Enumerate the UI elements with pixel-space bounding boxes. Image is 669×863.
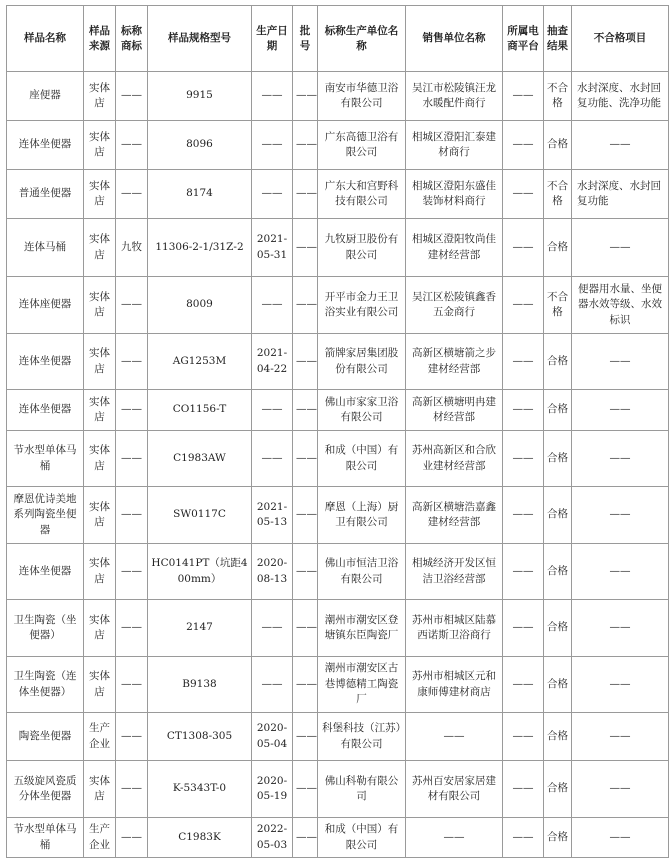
- cell-batch: ——: [293, 761, 318, 818]
- cell-seller: 高新区横塘浩嘉鑫建材经营部: [406, 487, 503, 544]
- table-row: [7, 334, 669, 390]
- cell-manufacturer: 和成（中国）有限公司: [318, 818, 406, 858]
- cell-seller: 苏州市相城区陆慕西诺斯卫浴商行: [406, 600, 503, 657]
- cell-production-date: 2020-05-04: [252, 713, 293, 761]
- cell-batch: ——: [293, 390, 318, 431]
- cell-sample-name: 连体坐便器: [7, 390, 84, 431]
- header-result: 抽查结果: [544, 6, 572, 72]
- cell-batch: ——: [293, 431, 318, 487]
- cell-failed-items: ——: [572, 121, 669, 170]
- cell-production-date: 2020-05-19: [252, 761, 293, 818]
- cell-production-date: ——: [252, 121, 293, 170]
- cell-brand: ——: [116, 170, 148, 219]
- cell-failed-items: ——: [572, 334, 669, 390]
- cell-seller: 高新区横塘箭之步建材经营部: [406, 334, 503, 390]
- cell-failed-items: ——: [572, 713, 669, 761]
- cell-result: 合格: [544, 487, 572, 544]
- cell-manufacturer: 科堡科技（江苏）有限公司: [318, 713, 406, 761]
- table-row: [7, 277, 669, 334]
- cell-platform: ——: [503, 761, 544, 818]
- header-failed-items: 不合格项目: [572, 6, 669, 72]
- cell-platform: ——: [503, 818, 544, 858]
- cell-production-date: 2021-05-31: [252, 219, 293, 277]
- cell-brand: ——: [116, 334, 148, 390]
- cell-result: 不合格: [544, 277, 572, 334]
- cell-result: 合格: [544, 713, 572, 761]
- cell-manufacturer: 和成（中国）有限公司: [318, 431, 406, 487]
- header-sample-name: 样品名称: [7, 6, 84, 72]
- cell-seller: ——: [406, 818, 503, 858]
- cell-result: 合格: [544, 219, 572, 277]
- cell-platform: ——: [503, 657, 544, 713]
- table-row: [7, 544, 669, 600]
- cell-manufacturer: 广东大和宫野科技有限公司: [318, 170, 406, 219]
- cell-sample-source: 实体店: [84, 277, 116, 334]
- cell-result: 合格: [544, 544, 572, 600]
- cell-result: 合格: [544, 121, 572, 170]
- cell-sample-name: 连体坐便器: [7, 334, 84, 390]
- cell-platform: ——: [503, 713, 544, 761]
- cell-brand: ——: [116, 390, 148, 431]
- cell-production-date: ——: [252, 277, 293, 334]
- header-model: 样品规格型号: [148, 6, 252, 72]
- cell-sample-source: 实体店: [84, 121, 116, 170]
- cell-manufacturer: 佛山市家家卫浴有限公司: [318, 390, 406, 431]
- cell-sample-source: 实体店: [84, 334, 116, 390]
- cell-result: 合格: [544, 818, 572, 858]
- cell-sample-source: 实体店: [84, 600, 116, 657]
- header-batch: 批号: [293, 6, 318, 72]
- cell-model: HC0141PT（坑距400mm）: [148, 544, 252, 600]
- cell-failed-items: ——: [572, 657, 669, 713]
- cell-brand: ——: [116, 544, 148, 600]
- cell-sample-name: 连体座便器: [7, 277, 84, 334]
- header-platform: 所属电商平台: [503, 6, 544, 72]
- cell-sample-source: 实体店: [84, 761, 116, 818]
- cell-manufacturer: 佛山市恒洁卫浴有限公司: [318, 544, 406, 600]
- cell-manufacturer: 佛山科勒有限公司: [318, 761, 406, 818]
- cell-sample-name: 节水型单体马桶: [7, 431, 84, 487]
- cell-seller: 相城经济开发区恒洁卫浴经营部: [406, 544, 503, 600]
- cell-failed-items: ——: [572, 219, 669, 277]
- table-row: [7, 713, 669, 761]
- table-row: [7, 657, 669, 713]
- cell-sample-source: 实体店: [84, 390, 116, 431]
- cell-brand: ——: [116, 121, 148, 170]
- cell-brand: ——: [116, 657, 148, 713]
- cell-manufacturer: 潮州市潮安区登塘镇东臣陶瓷厂: [318, 600, 406, 657]
- cell-seller: 高新区横塘明冉建材经营部: [406, 390, 503, 431]
- cell-seller: 苏州市相城区元和康师傅建材商店: [406, 657, 503, 713]
- cell-failed-items: ——: [572, 431, 669, 487]
- cell-sample-source: 实体店: [84, 72, 116, 121]
- cell-model: 8096: [148, 121, 252, 170]
- cell-model: C1983AW: [148, 431, 252, 487]
- cell-manufacturer: 开平市金力王卫浴实业有限公司: [318, 277, 406, 334]
- cell-failed-items: ——: [572, 390, 669, 431]
- cell-result: 合格: [544, 390, 572, 431]
- cell-platform: ——: [503, 277, 544, 334]
- cell-platform: ——: [503, 487, 544, 544]
- table-row: [7, 600, 669, 657]
- cell-model: CO1156-T: [148, 390, 252, 431]
- cell-batch: ——: [293, 219, 318, 277]
- table-row: [7, 121, 669, 170]
- cell-sample-name: 连体坐便器: [7, 544, 84, 600]
- cell-sample-source: 实体店: [84, 487, 116, 544]
- table-row: [7, 170, 669, 219]
- cell-batch: ——: [293, 657, 318, 713]
- cell-seller: ——: [406, 713, 503, 761]
- cell-production-date: ——: [252, 170, 293, 219]
- cell-sample-source: 生产企业: [84, 818, 116, 858]
- cell-model: 8174: [148, 170, 252, 219]
- cell-model: CT1308-305: [148, 713, 252, 761]
- cell-failed-items: ——: [572, 761, 669, 818]
- cell-production-date: 2021-05-13: [252, 487, 293, 544]
- cell-manufacturer: 潮州市潮安区古巷博德精工陶瓷厂: [318, 657, 406, 713]
- cell-batch: ——: [293, 600, 318, 657]
- inspection-results-table: [6, 5, 669, 858]
- cell-batch: ——: [293, 72, 318, 121]
- cell-platform: ——: [503, 390, 544, 431]
- cell-production-date: ——: [252, 431, 293, 487]
- cell-sample-name: 连体马桶: [7, 219, 84, 277]
- cell-batch: ——: [293, 170, 318, 219]
- cell-batch: ——: [293, 487, 318, 544]
- cell-sample-source: 生产企业: [84, 713, 116, 761]
- cell-manufacturer: 广东高德卫浴有限公司: [318, 121, 406, 170]
- cell-brand: 九牧: [116, 219, 148, 277]
- cell-production-date: 2020-08-13: [252, 544, 293, 600]
- cell-sample-name: 陶瓷坐便器: [7, 713, 84, 761]
- cell-result: 不合格: [544, 72, 572, 121]
- cell-brand: ——: [116, 72, 148, 121]
- cell-result: 合格: [544, 431, 572, 487]
- cell-batch: ——: [293, 818, 318, 858]
- cell-brand: ——: [116, 431, 148, 487]
- cell-failed-items: 水封深度、水封回复功能: [572, 170, 669, 219]
- cell-failed-items: ——: [572, 544, 669, 600]
- cell-sample-name: 连体坐便器: [7, 121, 84, 170]
- cell-failed-items: ——: [572, 600, 669, 657]
- cell-model: 9915: [148, 72, 252, 121]
- cell-sample-source: 实体店: [84, 544, 116, 600]
- cell-production-date: 2021-04-22: [252, 334, 293, 390]
- cell-result: 合格: [544, 600, 572, 657]
- cell-model: AG1253M: [148, 334, 252, 390]
- cell-brand: ——: [116, 600, 148, 657]
- cell-model: B9138: [148, 657, 252, 713]
- cell-seller: 苏州高新区和合欣业建材经营部: [406, 431, 503, 487]
- cell-result: 合格: [544, 761, 572, 818]
- cell-sample-name: 普通坐便器: [7, 170, 84, 219]
- cell-model: 8009: [148, 277, 252, 334]
- header-production-date: 生产日期: [252, 6, 293, 72]
- table-row: [7, 761, 669, 818]
- cell-batch: ——: [293, 334, 318, 390]
- table-row: [7, 72, 669, 121]
- cell-sample-source: 实体店: [84, 657, 116, 713]
- cell-manufacturer: 摩恩（上海）厨卫有限公司: [318, 487, 406, 544]
- cell-sample-name: 座便器: [7, 72, 84, 121]
- cell-platform: ——: [503, 544, 544, 600]
- cell-seller: 吴江区松陵镇鑫香五金商行: [406, 277, 503, 334]
- cell-production-date: ——: [252, 72, 293, 121]
- cell-platform: ——: [503, 334, 544, 390]
- cell-production-date: 2022-05-03: [252, 818, 293, 858]
- table-row: [7, 431, 669, 487]
- cell-platform: ——: [503, 431, 544, 487]
- cell-brand: ——: [116, 713, 148, 761]
- cell-model: SW0117C: [148, 487, 252, 544]
- cell-model: 11306-2-1/31Z-2: [148, 219, 252, 277]
- cell-seller: 苏州百安居家居建材有限公司: [406, 761, 503, 818]
- cell-brand: ——: [116, 277, 148, 334]
- cell-seller: 相城区澄阳牧尚佳建材经营部: [406, 219, 503, 277]
- cell-platform: ——: [503, 170, 544, 219]
- cell-result: 不合格: [544, 170, 572, 219]
- cell-batch: ——: [293, 121, 318, 170]
- cell-production-date: ——: [252, 600, 293, 657]
- cell-manufacturer: 箭牌家居集团股份有限公司: [318, 334, 406, 390]
- header-brand: 标称商标: [116, 6, 148, 72]
- table-row: [7, 390, 669, 431]
- cell-failed-items: 水封深度、水封回复功能、洗净功能: [572, 72, 669, 121]
- cell-batch: ——: [293, 713, 318, 761]
- cell-failed-items: ——: [572, 818, 669, 858]
- cell-sample-name: 卫生陶瓷（连体坐便器）: [7, 657, 84, 713]
- cell-model: 2147: [148, 600, 252, 657]
- cell-sample-source: 实体店: [84, 219, 116, 277]
- cell-sample-name: 五级旋风瓷质分体坐便器: [7, 761, 84, 818]
- table-header-row: [7, 6, 669, 72]
- cell-seller: 吴江市松陵镇汪龙水暖配件商行: [406, 72, 503, 121]
- cell-sample-name: 节水型单体马桶: [7, 818, 84, 858]
- cell-batch: ——: [293, 277, 318, 334]
- cell-result: 合格: [544, 657, 572, 713]
- cell-manufacturer: 九牧厨卫股份有限公司: [318, 219, 406, 277]
- cell-production-date: ——: [252, 390, 293, 431]
- cell-result: 合格: [544, 334, 572, 390]
- table-row: [7, 487, 669, 544]
- cell-failed-items: 便器用水量、坐便器水效等级、水效标识: [572, 277, 669, 334]
- cell-sample-name: 卫生陶瓷（坐便器）: [7, 600, 84, 657]
- cell-platform: ——: [503, 600, 544, 657]
- cell-sample-name: 摩恩优诗美地系列陶瓷坐便器: [7, 487, 84, 544]
- cell-platform: ——: [503, 219, 544, 277]
- header-seller: 销售单位名称: [406, 6, 503, 72]
- cell-failed-items: ——: [572, 487, 669, 544]
- cell-seller: 相城区澄阳汇泰建材商行: [406, 121, 503, 170]
- cell-batch: ——: [293, 544, 318, 600]
- table-row: [7, 219, 669, 277]
- table-row: [7, 818, 669, 858]
- cell-brand: ——: [116, 487, 148, 544]
- cell-brand: ——: [116, 761, 148, 818]
- cell-manufacturer: 南安市华德卫浴有限公司: [318, 72, 406, 121]
- cell-production-date: ——: [252, 657, 293, 713]
- cell-brand: ——: [116, 818, 148, 858]
- cell-seller: 相城区澄阳东盛佳装饰材料商行: [406, 170, 503, 219]
- header-sample-source: 样品来源: [84, 6, 116, 72]
- header-manufacturer: 标称生产单位名称: [318, 6, 406, 72]
- cell-sample-source: 实体店: [84, 431, 116, 487]
- cell-model: K-5343T-0: [148, 761, 252, 818]
- cell-model: C1983K: [148, 818, 252, 858]
- cell-sample-source: 实体店: [84, 170, 116, 219]
- cell-platform: ——: [503, 72, 544, 121]
- cell-platform: ——: [503, 121, 544, 170]
